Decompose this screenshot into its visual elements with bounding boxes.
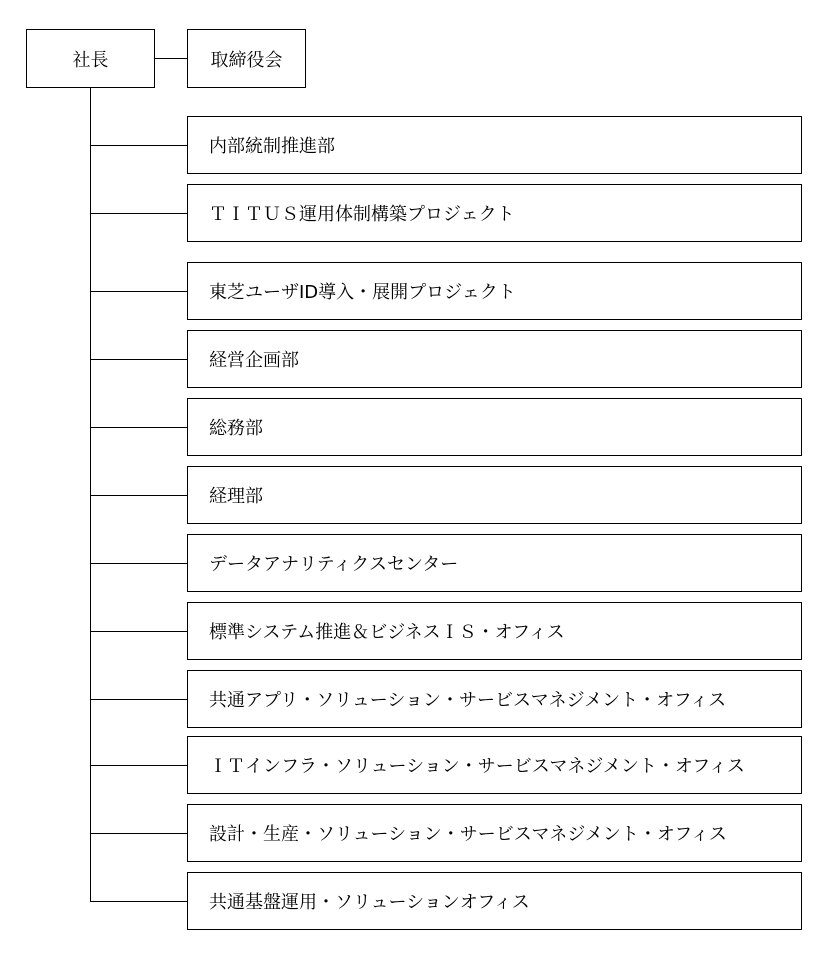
department-connector bbox=[90, 359, 187, 360]
department-label: ＩＴインフラ・ソリューション・サービスマネジメント・オフィス bbox=[209, 756, 745, 777]
department-box bbox=[187, 466, 802, 524]
department-label: 東芝ユーザID導入・展開プロジェクト bbox=[209, 282, 516, 303]
department-box bbox=[187, 116, 802, 174]
department-label: 内部統制推進部 bbox=[209, 136, 335, 157]
department-label: 経営企画部 bbox=[209, 350, 299, 371]
department-box bbox=[187, 398, 802, 456]
department-connector bbox=[90, 427, 187, 428]
department-box bbox=[187, 602, 802, 660]
department-label: 標準システム推進＆ビジネスＩＳ・オフィス bbox=[209, 622, 565, 643]
president-label: 社長 bbox=[72, 49, 109, 71]
department-label: ＴＩＴＵＳ運用体制構築プロジェクト bbox=[209, 204, 515, 225]
department-box bbox=[187, 804, 802, 862]
board-box bbox=[187, 29, 306, 88]
president-board-connector bbox=[155, 58, 187, 59]
department-box bbox=[187, 262, 802, 320]
president-box bbox=[26, 29, 155, 88]
department-connector bbox=[90, 901, 187, 902]
department-connector bbox=[90, 631, 187, 632]
department-box bbox=[187, 872, 802, 930]
department-label: 経理部 bbox=[209, 486, 263, 507]
department-label: 総務部 bbox=[209, 418, 263, 439]
department-connector bbox=[90, 833, 187, 834]
department-label: 共通基盤運用・ソリューションオフィス bbox=[209, 892, 530, 913]
department-label: 設計・生産・ソリューション・サービスマネジメント・オフィス bbox=[209, 824, 727, 845]
department-connector bbox=[90, 765, 187, 766]
department-connector bbox=[90, 699, 187, 700]
department-box bbox=[187, 330, 802, 388]
department-label: データアナリティクスセンター bbox=[209, 554, 459, 575]
department-connector bbox=[90, 291, 187, 292]
department-connector bbox=[90, 145, 187, 146]
department-box bbox=[187, 184, 802, 242]
department-connector bbox=[90, 563, 187, 564]
department-box bbox=[187, 736, 802, 794]
department-box bbox=[187, 534, 802, 592]
department-label: 共通アプリ・ソリューション・サービスマネジメント・オフィス bbox=[209, 690, 727, 711]
board-label: 取締役会 bbox=[210, 49, 283, 71]
department-box bbox=[187, 670, 802, 728]
department-connector bbox=[90, 495, 187, 496]
department-connector bbox=[90, 213, 187, 214]
